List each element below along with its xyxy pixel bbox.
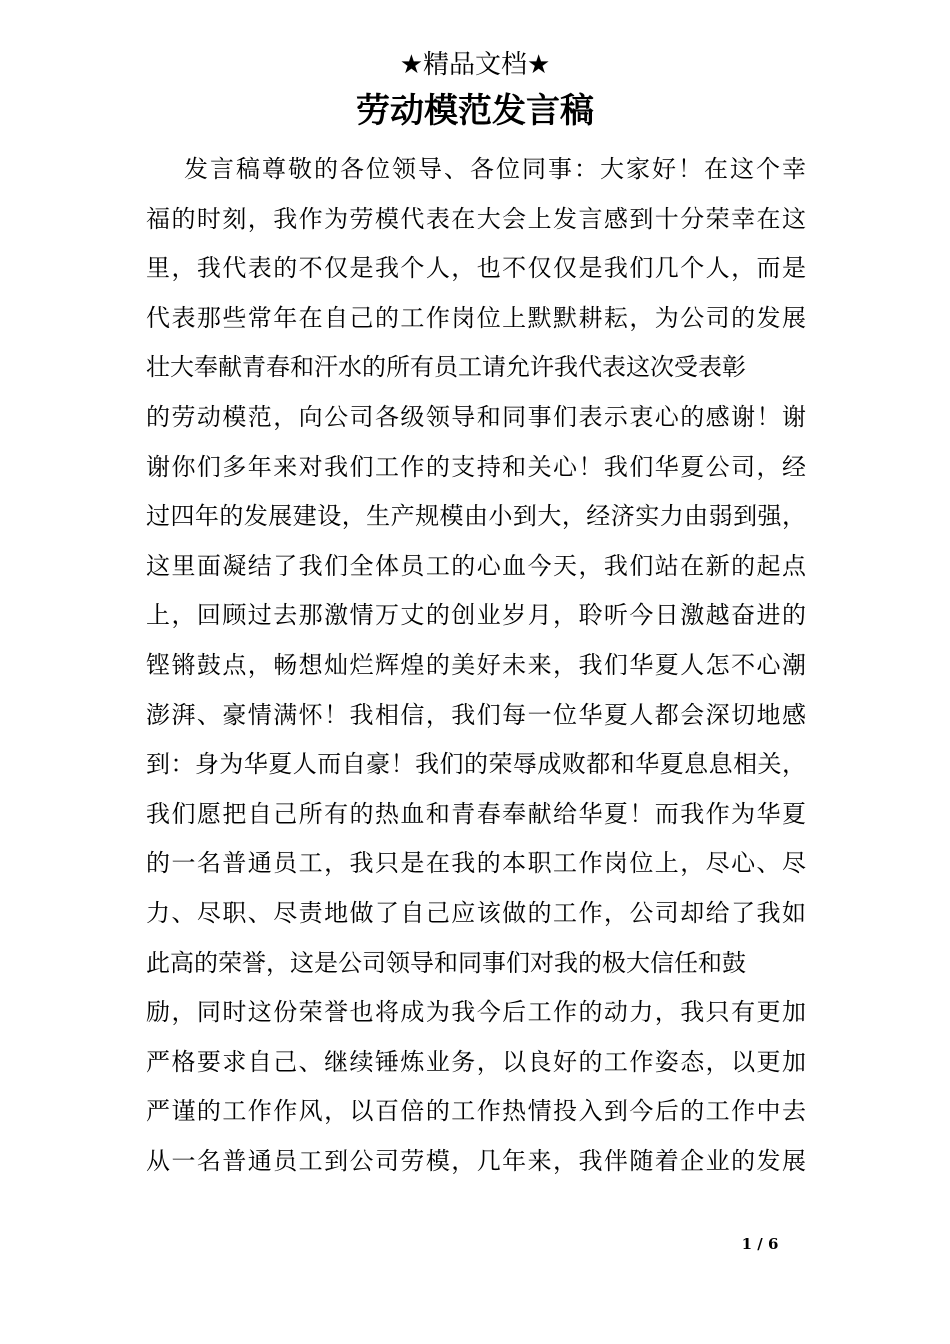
text-line: 里，我代表的不仅是我个人，也不仅仅是我们几个人，而是 (146, 254, 806, 283)
text-line: 发言稿尊敬的各位领导、各位同事：大家好！在这个幸 (184, 155, 806, 183)
document-body (146, 148, 806, 1189)
document-header: ★精品文档★ (399, 50, 551, 80)
text-line: 严格要求自己、继续锤炼业务，以良好的工作姿态，以更加 (146, 1047, 806, 1076)
text-line: 福的时刻，我作为劳模代表在大会上发言感到十分荣幸在这 (146, 204, 806, 233)
text-line: 谢你们多年来对我们工作的支持和关心！我们华夏公司，经 (146, 452, 806, 481)
text-line: 上，回顾过去那激情万丈的创业岁月，聆听今日激越奋进的 (146, 601, 806, 630)
text-line: 澎湃、豪情满怀！我相信，我们每一位华夏人都会深切地感 (146, 700, 806, 729)
text-line: 严谨的工作作风，以百倍的工作热情投入到今后的工作中去 (146, 1097, 806, 1126)
text-line: 铿锵鼓点，畅想灿烂辉煌的美好未来，我们华夏人怎不心潮 (146, 650, 806, 679)
text-line: 的一名普通员工，我只是在我的本职工作岗位上，尽心、尽 (146, 849, 806, 878)
text-line: 此高的荣誉，这是公司领导和同事们对我的极大信任和鼓 (146, 948, 746, 977)
text-line: 从一名普通员工到公司劳模，几年来，我伴随着企业的发展 (146, 1146, 806, 1175)
document-title: 劳动模范发言稿 (356, 91, 594, 131)
text-line: 力、尽职、尽责地做了自己应该做的工作，公司却给了我如 (146, 898, 806, 927)
text-line: 励，同时这份荣誉也将成为我今后工作的动力，我只有更加 (146, 998, 806, 1027)
text-line: 过四年的发展建设，生产规模由小到大，经济实力由弱到强， (146, 502, 806, 531)
text-line: 壮大奉献青春和汗水的所有员工请允许我代表这次受表彰 (146, 353, 746, 382)
text-line: 代表那些常年在自己的工作岗位上默默耕耘，为公司的发展 (146, 303, 806, 332)
text-line: 的劳动模范，向公司各级领导和同事们表示衷心的感谢！谢 (146, 402, 806, 431)
page-number: 1 / 6 (741, 1235, 779, 1253)
text-line: 这里面凝结了我们全体员工的心血今天，我们站在新的起点 (146, 551, 806, 580)
text-line: 到：身为华夏人而自豪！我们的荣辱成败都和华夏息息相关， (146, 750, 806, 779)
text-line: 我们愿把自己所有的热血和青春奉献给华夏！而我作为华夏 (146, 799, 806, 828)
